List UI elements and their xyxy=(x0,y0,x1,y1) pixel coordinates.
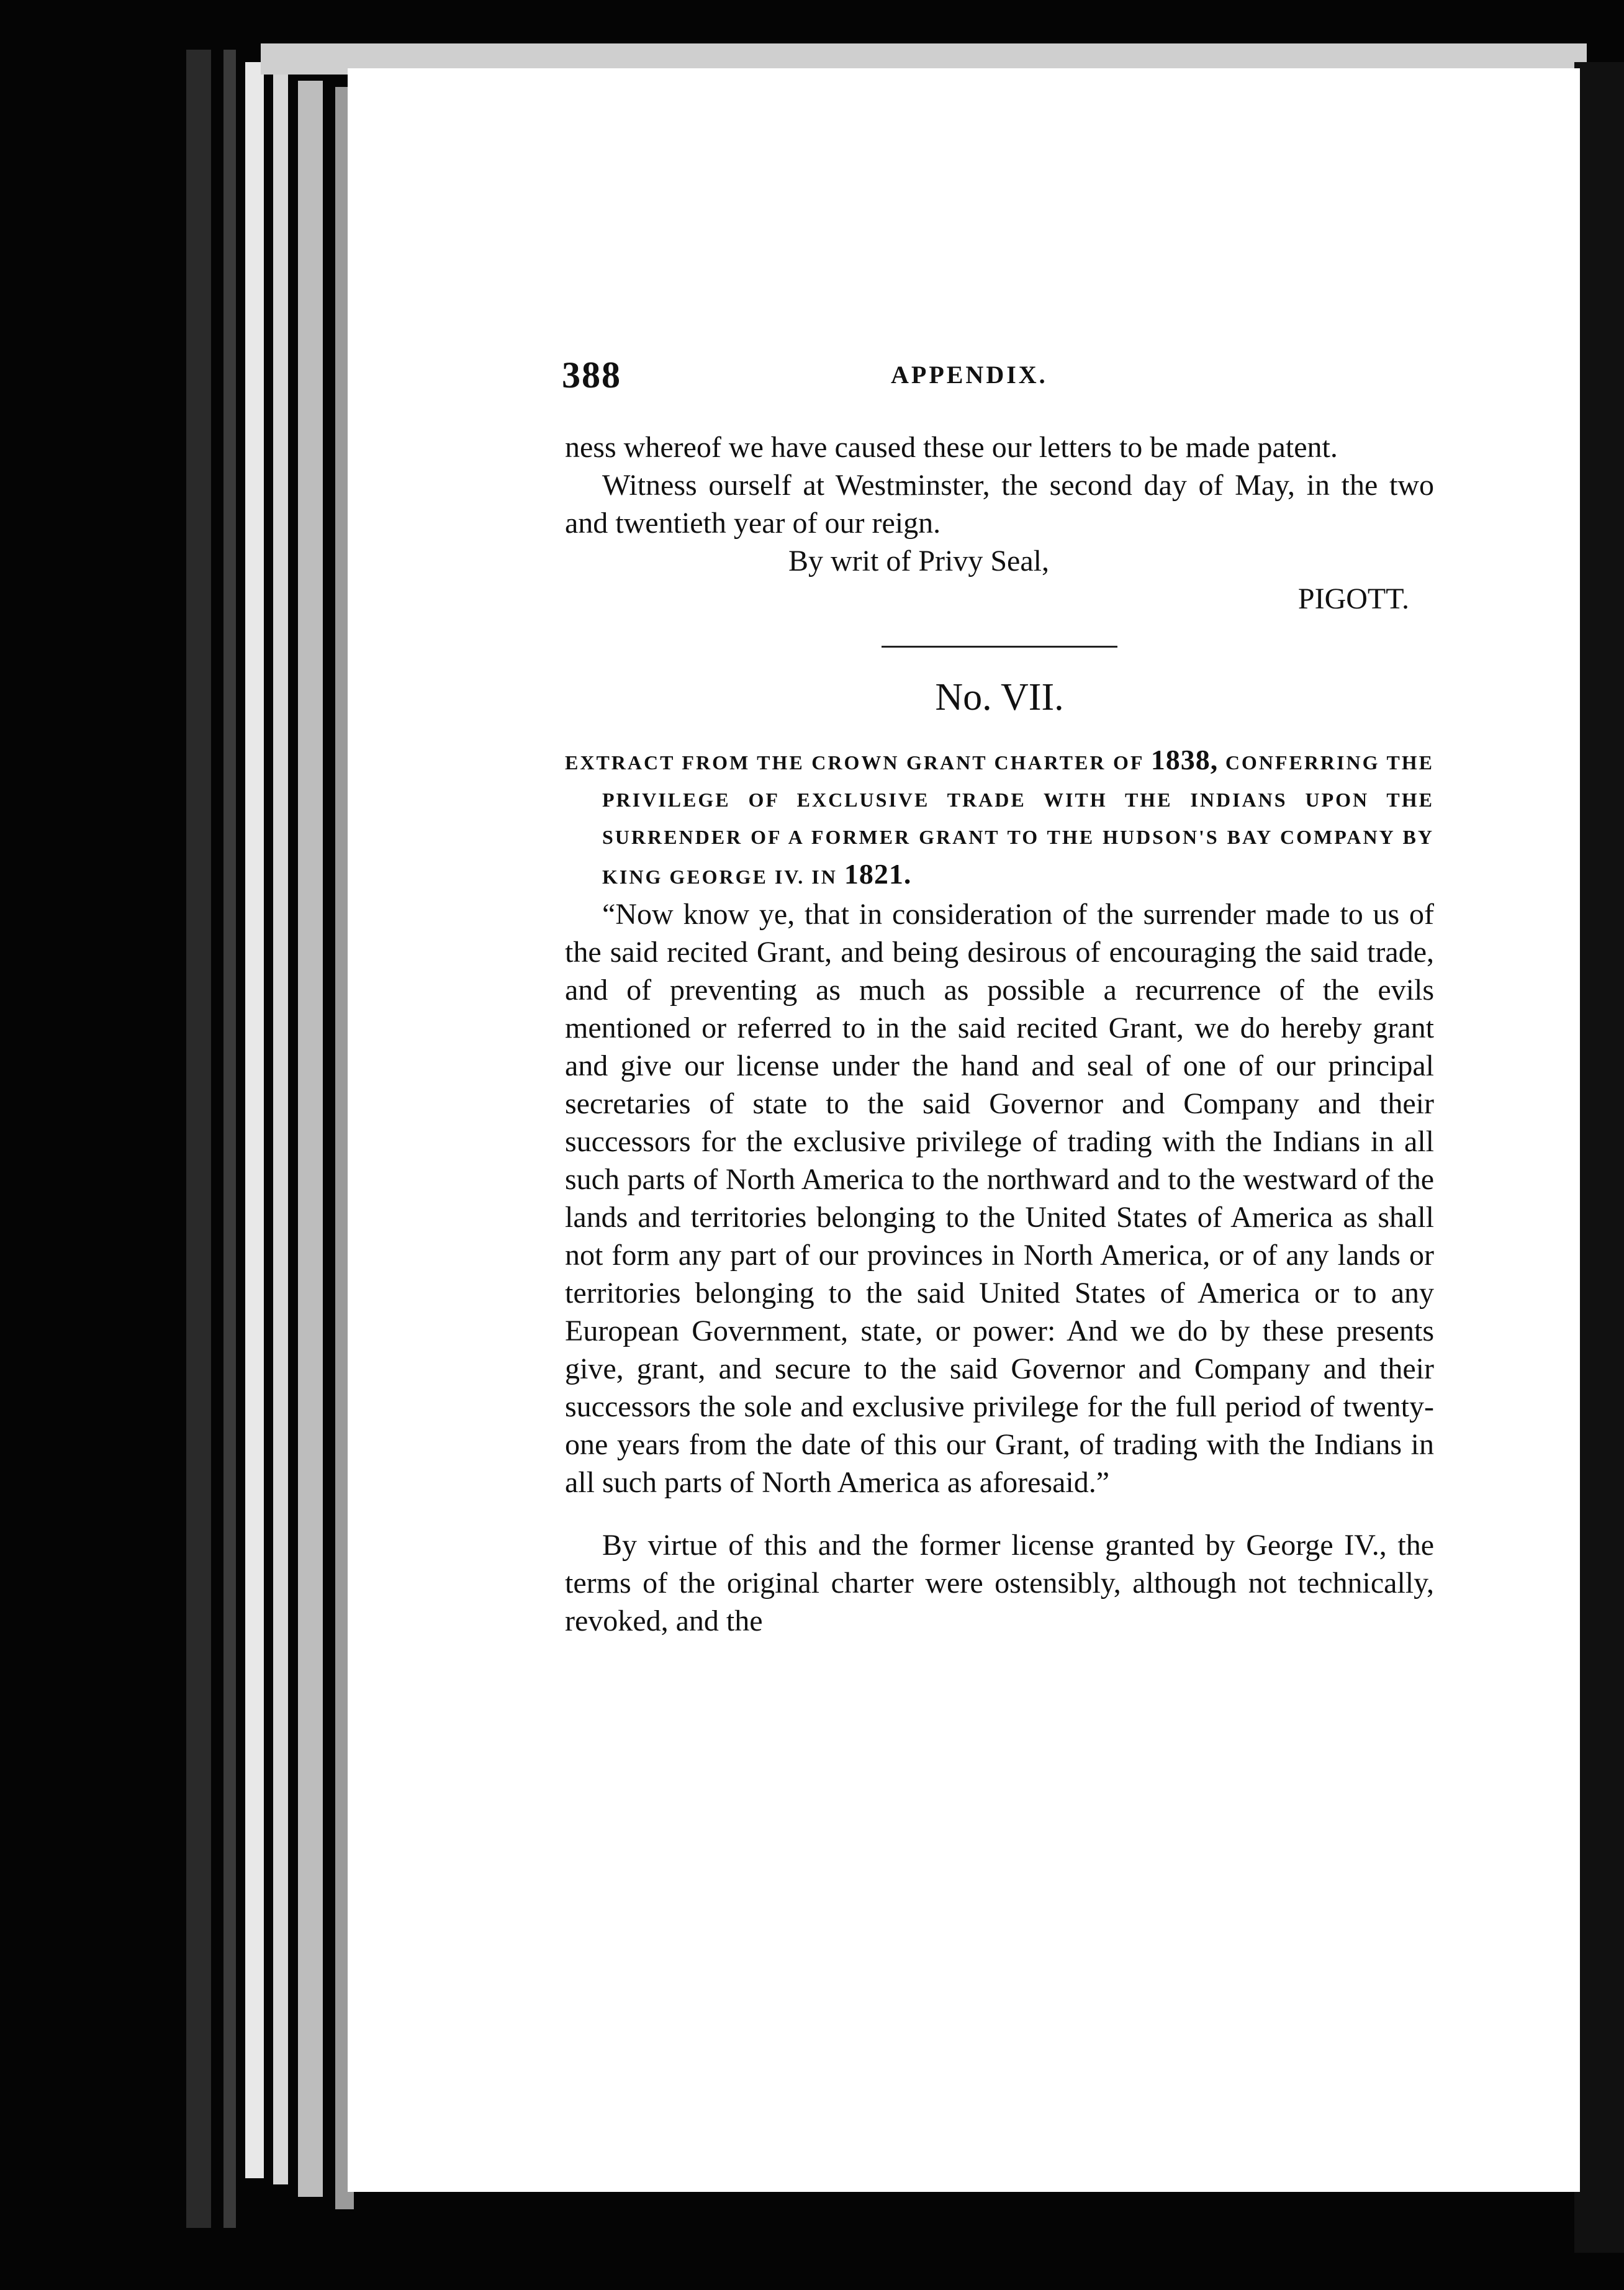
extract-end-year: 1821. xyxy=(844,858,912,890)
quote-paragraph: “Now know ye, that in consideration of the surrender made to us of the said recited Grant, and being desirous of encouraging the said trade, and of preventing as much as possible a recurrence of the evils mentioned or referred to in the said recited Grant, we do hereby grant and give our license under the hand and seal of one of our principal secretaries of state to the said Governor and Company and their successors for the exclusive privilege of trading with the Indians in all such parts of North America to the northward and to the westward of the lands and territories belonging to the United States of America as shall not form any part of our provinces in North America, or of any lands or territories belonging to the said United States of America or to any European Government, state, or power: And we do by these presents give, grant, and secure to the said Governor and Company and their successors the sole and exclusive privilege for the full period of twenty-one years from the date of this our Grant, of trading with the Indians in all such parts of North America as aforesaid.” xyxy=(565,898,1434,1499)
book-edge xyxy=(223,50,236,2228)
book-right-edge xyxy=(1574,62,1624,2253)
extract-year: 1838, xyxy=(1150,744,1219,776)
extract-heading xyxy=(565,741,1434,895)
extract-heading-rest: CONFERRING THE PRIVILEGE OF EXCLUSIVE TRADE WITH THE INDIANS UPON THE SURRENDER OF A FORMER GRANT TO THE HUDSON'S BAY COMPANY BY KING GEORGE IV. IN xyxy=(602,751,1435,888)
extract-heading-text: EXTRACT FROM THE CROWN GRANT CHARTER OF xyxy=(565,751,1144,774)
page-edge xyxy=(273,68,288,2184)
continuation-paragraph: ness whereof we have caused these our letters to be made patent. xyxy=(565,431,1338,464)
section-title: No. VII. xyxy=(935,676,1064,718)
signature: PIGOTT. xyxy=(1297,582,1409,615)
running-head: APPENDIX. xyxy=(891,361,1048,389)
page-number: 388 xyxy=(562,355,621,396)
section-divider xyxy=(882,646,1117,648)
page-header xyxy=(562,354,1431,410)
witness-paragraph: Witness ourself at Westminster, the second day of May, in the two and twentieth year of our reign. xyxy=(565,469,1434,540)
writ-line: By writ of Privy Seal, xyxy=(788,545,1049,577)
page-edge xyxy=(245,62,264,2178)
page-edge xyxy=(298,81,323,2197)
page-body xyxy=(565,428,1434,1640)
book-edge xyxy=(186,50,211,2228)
closing-paragraph: By virtue of this and the former license granted by George IV., the terms of the original charter were ostensibly, although not technically, revoked, and the xyxy=(565,1529,1434,1637)
book-page xyxy=(348,68,1580,2192)
